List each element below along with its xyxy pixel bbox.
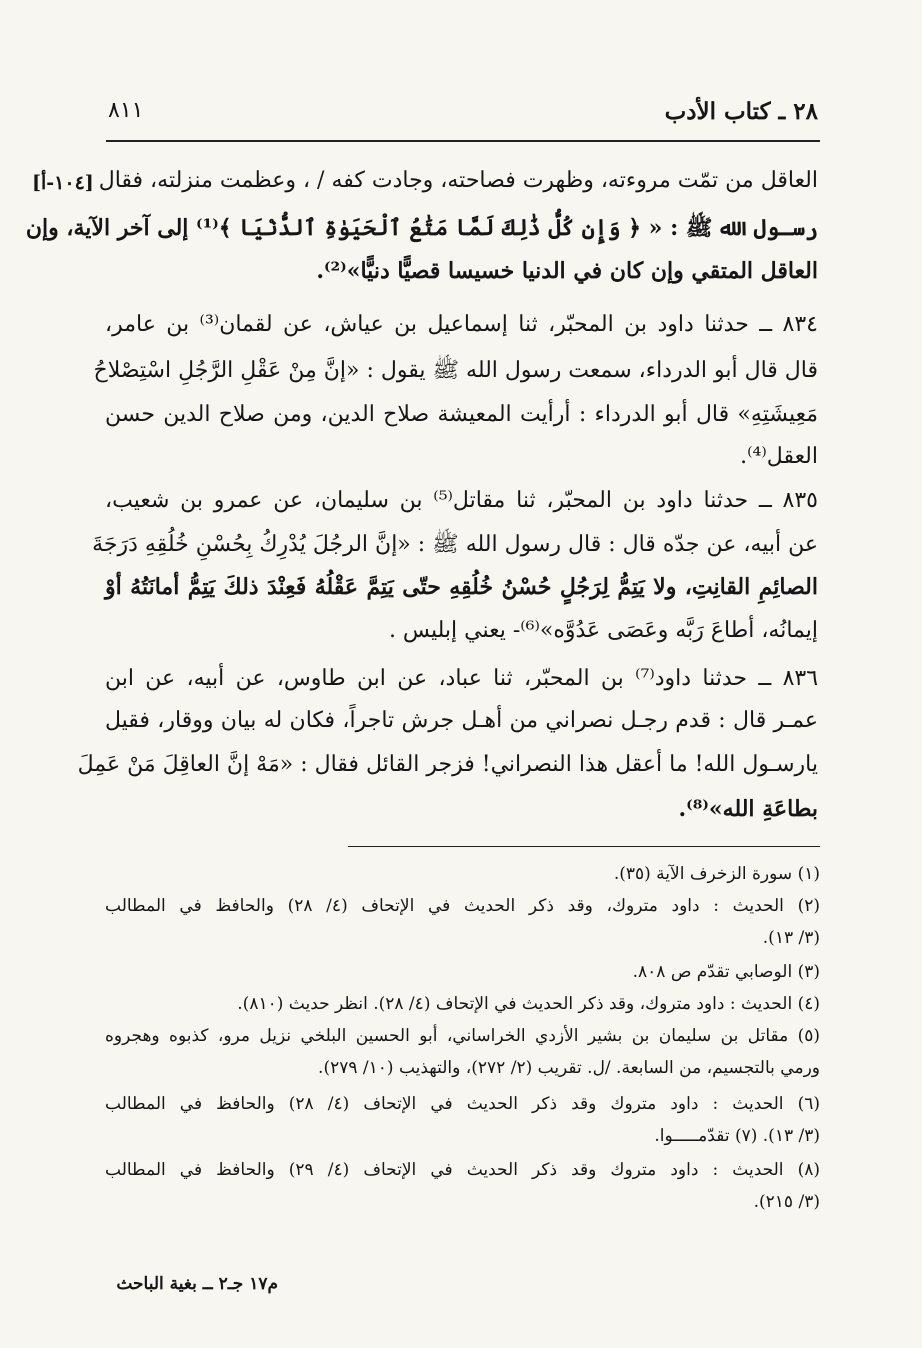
footnote: (٣/ ٢١٥).	[753, 1192, 820, 1212]
footnote: (٤) الحديث : داود متروك، وقد ذكر الحديث في الإتحاف (٤/ ٢٨). انظر حديث (٨١٠).	[237, 994, 820, 1014]
text-line: بطاعَةِ الله»⁽⁸⁾.	[678, 796, 818, 822]
text-line: العاقل المتقي وإن كان في الدنيا خسيسا قصيًّا دنيًّا»⁽²⁾.	[316, 258, 818, 284]
footnote: ورمي بالتجسيم، من السابعة. /ل. تقريب (٢/ ٢٧٢)، والتهذيب (١٠/ ٢٧٩).	[318, 1058, 820, 1078]
text-line: إيمانُه، أطاعَ رَبَّه وعَصَى عَدُوَّه»⁽⁶⁾- يعني إبليس .	[388, 618, 818, 643]
footnote-separator	[348, 846, 820, 847]
text-line: العقل⁽⁴⁾.	[740, 444, 818, 469]
text-line: عن أبيه، عن جدّه قال : قال رسول الله ﷺ : «إنَّ الرجُلَ يُدْرِكُ بِحُسْنِ خُلُقِهِ دَرَجَةَ	[92, 532, 818, 557]
text-line: عمـر قال : قدم رجـل نصراني من أهـل جرش تاجراً، فكان له بيان ووقار، فقيل	[105, 708, 818, 733]
text-line: الصائِمِ القانِتِ، ولا يَتِمُّ لِرَجُلٍ حُسْنُ خُلُقِهِ حتّى يَتِمَّ عَقْلُهُ فَعِنْدَ ذلكَ يَتِمُّ أمانَتُهُ أوْ	[105, 574, 818, 600]
text-line: ٨٣٤ ــ حدثنا داود بن المحبّر، ثنا إسماعيل بن عياش، عن لقمان⁽³⁾ بن عامر،	[105, 312, 818, 337]
footnote: (٣/ ١٣).	[762, 928, 820, 948]
footnote: (٥) مقاتل بن سليمان بن بشير الأزدي الخراساني، أبو الحسين البلخي نزيل مرو، كذبوه وهجروه	[105, 1026, 820, 1046]
chapter-title: ٢٨ ـ كتاب الأدب	[664, 98, 818, 125]
footnote: (٣) الوصابي تقدّم ص ٨٠٨.	[632, 962, 820, 982]
text-line: يارسـول الله! ما أعقل هذا النصراني! فزجر القائل فقال : «مَهْ إنَّ العاقِلَ مَنْ عَمِلَ	[77, 752, 818, 777]
text-line: قال قال أبو الدرداء، سمعت رسول الله ﷺ يقول : «إنَّ مِنْ عَقْلِ الرَّجُلِ اسْتِصْلاحُ	[93, 358, 818, 383]
footnote: (٨) الحديث : داود متروك وقد ذكر الحديث في الإتحاف (٤/ ٢٩) والحافظ في المطالب	[105, 1160, 820, 1180]
text-line: رسـول الله ﷺ : « ﴿ وَإِن كُلُّ ذَٰلِكَ لَمَّا مَتَٰعُ ٱلْحَيَوٰةِ ٱلدُّنْيَا ﴾⁽¹⁾ إلى آخر الآية، وإن	[25, 215, 818, 241]
header-rule	[106, 140, 820, 142]
text-line: مَعِيشَتِهِ» قال أبو الدرداء : أرأيت المعيشة صلاح الدين، ومن صلاح الدين حسن	[105, 402, 818, 427]
text-line: العاقل من تمّت مروءته، وظهرت فصاحته، وجادت كفه / ، وعظمت منزلته، فقال	[98, 168, 818, 193]
footnote: (١) سورة الزخرف الآية (٣٥).	[613, 864, 820, 884]
footnote: (٢) الحديث : داود متروك، وقد ذكر الحديث في الإتحاف (٤/ ٢٨) والحافظ في المطالب	[105, 896, 821, 916]
footnote: (٦) الحديث : داود متروك وقد ذكر الحديث في الإتحاف (٤/ ٢٨) والحافظ في المطالب	[105, 1094, 820, 1114]
margin-note: [١٠٤-أ]	[32, 172, 94, 194]
text-line: ٨٣٦ ــ حدثنا داود⁽⁷⁾ بن المحبّر، ثنا عباد، عن ابن طاوس، عن أبيه، عن ابن	[105, 666, 819, 691]
text-line: ٨٣٥ ــ حدثنا داود بن المحبّر، ثنا مقاتل⁽⁵⁾ بن سليمان، عن عمرو بن شعيب،	[105, 488, 818, 513]
page-number: ٨١١	[108, 98, 144, 123]
footnote: (٣/ ١٣). (٧) تقدّمـــــوا.	[654, 1126, 820, 1146]
page-footer: م١٧ جـ٢ ــ بغية الباحث	[116, 1274, 278, 1294]
